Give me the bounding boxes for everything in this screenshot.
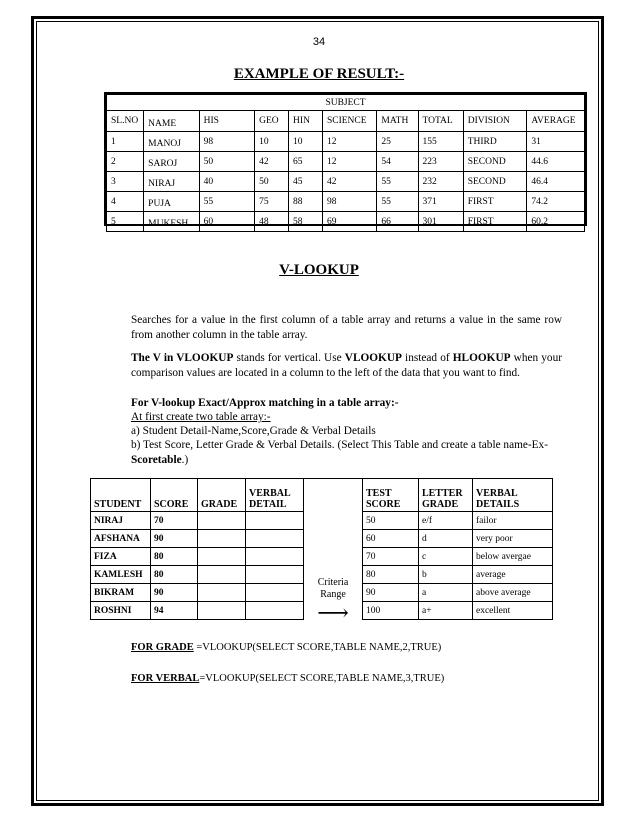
table-cell: 60 bbox=[199, 212, 254, 232]
student-verbal-cell bbox=[246, 566, 304, 584]
letter-grade: c bbox=[419, 548, 473, 566]
table-cell: 10 bbox=[255, 132, 289, 152]
table-cell: 98 bbox=[199, 132, 254, 152]
student-verbal-cell bbox=[246, 602, 304, 620]
test-score: 80 bbox=[363, 566, 419, 584]
test-score: 100 bbox=[363, 602, 419, 620]
score-header: SCORE bbox=[151, 479, 198, 512]
verbal-detail-header: VERBAL DETAIL bbox=[246, 479, 304, 512]
table-cell: 25 bbox=[377, 132, 418, 152]
table-cell: 12 bbox=[322, 152, 376, 172]
table-cell: SECOND bbox=[463, 152, 527, 172]
letter-grade: d bbox=[419, 530, 473, 548]
table-cell: 98 bbox=[322, 192, 376, 212]
criteria-label: Criteria bbox=[317, 576, 349, 588]
table-cell: 371 bbox=[418, 192, 463, 212]
arrow-right-icon: ⟶ bbox=[317, 599, 349, 625]
letter-grade-header: LETTER GRADE bbox=[419, 479, 473, 512]
student-name: NIRAJ bbox=[91, 512, 151, 530]
table-cell: 66 bbox=[377, 212, 418, 232]
formula-verbal-label: FOR VERBAL bbox=[131, 673, 200, 684]
formula-verbal bbox=[131, 673, 444, 684]
table-cell: 40 bbox=[199, 172, 254, 192]
table-cell: 55 bbox=[199, 192, 254, 212]
table-cell: THIRD bbox=[463, 132, 527, 152]
verbal-detail: above average bbox=[473, 584, 553, 602]
table-cell: 301 bbox=[418, 212, 463, 232]
v-paragraph bbox=[131, 351, 562, 381]
student-score: 80 bbox=[151, 566, 198, 584]
table-row bbox=[107, 212, 585, 232]
item-a: a) Student Detail-Name,Score,Grade & Verbal Details bbox=[131, 425, 376, 437]
student-grade-cell bbox=[198, 602, 246, 620]
verbal-detail: failor bbox=[473, 512, 553, 530]
letter-grade: e/f bbox=[419, 512, 473, 530]
student-score: 70 bbox=[151, 512, 198, 530]
student-verbal-cell bbox=[246, 512, 304, 530]
student-name: FIZA bbox=[91, 548, 151, 566]
letter-grade: b bbox=[419, 566, 473, 584]
vlookup-heading: V-LOOKUP bbox=[279, 262, 359, 278]
test-score: 60 bbox=[363, 530, 419, 548]
table-cell: 42 bbox=[322, 172, 376, 192]
vlookup-header-row bbox=[91, 479, 553, 512]
table-cell: 75 bbox=[255, 192, 289, 212]
table-cell: 69 bbox=[322, 212, 376, 232]
formula-grade bbox=[131, 642, 441, 653]
student-verbal-cell bbox=[246, 584, 304, 602]
student-verbal-cell bbox=[246, 530, 304, 548]
table-cell: SECOND bbox=[463, 172, 527, 192]
col-header: SCIENCE bbox=[322, 111, 376, 132]
student-grade-cell bbox=[198, 512, 246, 530]
student-score: 90 bbox=[151, 584, 198, 602]
vlookup-tables bbox=[90, 478, 553, 625]
table-cell: 31 bbox=[527, 132, 585, 152]
result-heading: EXAMPLE OF RESULT:- bbox=[233, 66, 405, 82]
student-header: STUDENT bbox=[91, 479, 151, 512]
test-score-header: TEST SCORE bbox=[363, 479, 419, 512]
v-para-part3: VLOOKUP bbox=[344, 352, 402, 364]
student-name: KAMLESH bbox=[91, 566, 151, 584]
table-cell: 12 bbox=[322, 132, 376, 152]
range-label: Range bbox=[320, 588, 346, 600]
grade-header: GRADE bbox=[198, 479, 246, 512]
table-row bbox=[107, 172, 585, 192]
student-grade-cell bbox=[198, 584, 246, 602]
item-b-prefix: b) Test Score, Letter Grade & Verbal Details. (Select This Table and create a table name-Ex- bbox=[131, 439, 548, 451]
table-cell: 5 bbox=[107, 212, 144, 232]
test-score: 90 bbox=[363, 584, 419, 602]
verbal-detail: below avergae bbox=[473, 548, 553, 566]
table-cell: 45 bbox=[289, 172, 323, 192]
table-cell: FIRST bbox=[463, 212, 527, 232]
item-b-bold: Scoretable bbox=[131, 454, 182, 466]
table-cell: MUKESH bbox=[144, 212, 199, 232]
table-cell: 55 bbox=[377, 192, 418, 212]
student-grade-cell bbox=[198, 530, 246, 548]
table-row bbox=[107, 152, 585, 172]
table-cell: 10 bbox=[289, 132, 323, 152]
item-b bbox=[131, 438, 562, 468]
exact-approx-text: For V-lookup Exact/Approx matching in a table array:- bbox=[131, 397, 399, 409]
table-row bbox=[107, 192, 585, 212]
table-cell: 54 bbox=[377, 152, 418, 172]
table-cell: 58 bbox=[289, 212, 323, 232]
col-header: AVERAGE bbox=[527, 111, 585, 132]
col-header: SL.NO bbox=[107, 111, 144, 132]
table-cell: 55 bbox=[377, 172, 418, 192]
table-cell: 74.2 bbox=[527, 192, 585, 212]
verbal-detail: excellent bbox=[473, 602, 553, 620]
test-score: 50 bbox=[363, 512, 419, 530]
letter-grade: a+ bbox=[419, 602, 473, 620]
table-cell: 232 bbox=[418, 172, 463, 192]
table-cell: 46.4 bbox=[527, 172, 585, 192]
table-cell: 50 bbox=[199, 152, 254, 172]
table-cell: 42 bbox=[255, 152, 289, 172]
letter-grade: a bbox=[419, 584, 473, 602]
intro-paragraph: Searches for a value in the first column of a table array and returns a value in the same row from another column in the table array. bbox=[131, 314, 562, 341]
col-header: HIN bbox=[289, 111, 323, 132]
student-grade-cell bbox=[198, 548, 246, 566]
student-score: 94 bbox=[151, 602, 198, 620]
table-cell: FIRST bbox=[463, 192, 527, 212]
table-cell: 2 bbox=[107, 152, 144, 172]
table-cell: 65 bbox=[289, 152, 323, 172]
student-score: 80 bbox=[151, 548, 198, 566]
table-cell: 48 bbox=[255, 212, 289, 232]
table-cell: 1 bbox=[107, 132, 144, 152]
formula-grade-text: =VLOOKUP(SELECT SCORE,TABLE NAME,2,TRUE) bbox=[193, 642, 442, 653]
v-para-part4: instead of bbox=[401, 352, 453, 364]
table-cell: 223 bbox=[418, 152, 463, 172]
criteria-range-label bbox=[304, 479, 363, 625]
verbal-detail: average bbox=[473, 566, 553, 584]
student-score: 90 bbox=[151, 530, 198, 548]
first-create-line: At first create two table array:- bbox=[131, 411, 271, 423]
result-header-row bbox=[107, 111, 585, 132]
verbal-details-header: VERBAL DETAILS bbox=[473, 479, 553, 512]
col-header: TOTAL bbox=[418, 111, 463, 132]
col-header: NAME bbox=[144, 111, 199, 132]
table-cell: 88 bbox=[289, 192, 323, 212]
v-para-part5: HLOOKUP bbox=[452, 352, 511, 364]
student-grade-cell bbox=[198, 566, 246, 584]
student-name: BIKRAM bbox=[91, 584, 151, 602]
student-name: ROSHNI bbox=[91, 602, 151, 620]
table-cell: 155 bbox=[418, 132, 463, 152]
item-b-suffix: .) bbox=[181, 454, 189, 466]
student-name: AFSHANA bbox=[91, 530, 151, 548]
table-cell: 4 bbox=[107, 192, 144, 212]
v-para-part2: stands for vertical. Use bbox=[233, 352, 345, 364]
table-cell: 50 bbox=[255, 172, 289, 192]
result-table bbox=[106, 94, 585, 232]
col-header: HIS bbox=[199, 111, 254, 132]
v-para-part6: when your comparison values are located in a column to the left of the data that you want to find. bbox=[131, 352, 562, 379]
table-cell: PUJA bbox=[144, 192, 199, 212]
formula-verbal-text: =VLOOKUP(SELECT SCORE,TABLE NAME,3,TRUE) bbox=[199, 673, 445, 684]
student-verbal-cell bbox=[246, 548, 304, 566]
test-score: 70 bbox=[363, 548, 419, 566]
table-cell: 60.2 bbox=[527, 212, 585, 232]
formula-grade-label: FOR GRADE bbox=[131, 642, 194, 653]
col-header: GEO bbox=[255, 111, 289, 132]
table-cell: 44.6 bbox=[527, 152, 585, 172]
v-para-part1: The V in VLOOKUP bbox=[131, 352, 234, 364]
table-cell: SAROJ bbox=[144, 152, 199, 172]
page-number: 34 bbox=[312, 36, 326, 48]
col-header: DIVISION bbox=[463, 111, 527, 132]
table-cell: NIRAJ bbox=[144, 172, 199, 192]
verbal-detail: very poor bbox=[473, 530, 553, 548]
col-header: MATH bbox=[377, 111, 418, 132]
exact-approx-line bbox=[131, 396, 562, 411]
table-cell: 3 bbox=[107, 172, 144, 192]
table-row bbox=[107, 132, 585, 152]
table-cell: MANOJ bbox=[144, 132, 199, 152]
subject-header: SUBJECT bbox=[107, 95, 585, 111]
